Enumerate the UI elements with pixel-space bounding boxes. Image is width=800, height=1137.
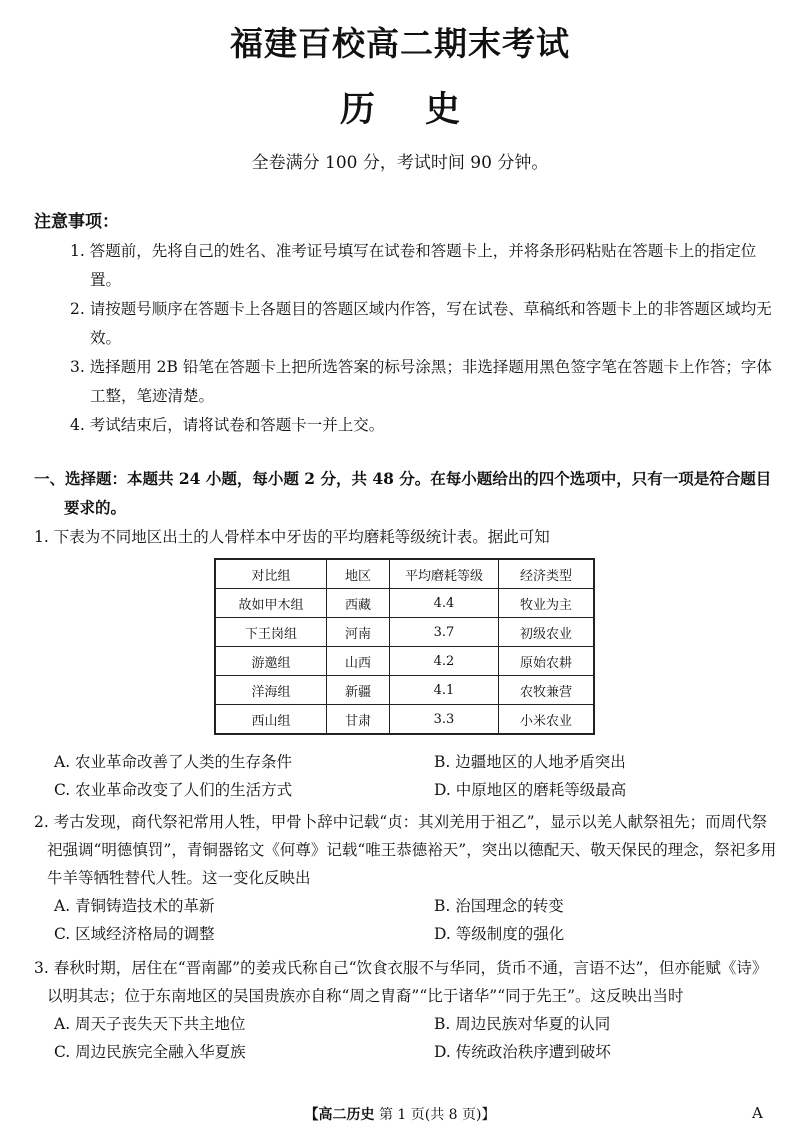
page-footer <box>0 1104 800 1124</box>
table-cell: 3.3 <box>390 705 499 735</box>
option-b: B. 边疆地区的人地矛盾突出 <box>434 753 626 771</box>
table-cell: 河南 <box>327 618 390 647</box>
table-row <box>215 705 594 735</box>
table-cell: 洋海组 <box>215 676 327 705</box>
question-stem: 2. 考古发现，商代祭祀常用人牲，甲骨卜辞中记载“贞：其刈羌用于祖乙”，显示以羌人献祭祖先；而周代祭祀强调“明德慎罚”，青铜器铭文《何尊》记载“唯王恭德裕天”，突出以德配天、敬天保民的理念，祭祀多用牛羊等牺牲替代人牲。这一变化反映出 <box>34 813 777 887</box>
footer-page-number: 第 1 页(共 8 页)】 <box>378 1107 496 1123</box>
table-header-cell: 对比组 <box>215 559 327 589</box>
table-row <box>215 676 594 705</box>
table-cell: 下王岗组 <box>215 618 327 647</box>
table-cell: 故如甲木组 <box>215 589 327 618</box>
question-1-options <box>34 748 780 804</box>
option-a: A. 农业革命改善了人类的生存条件 <box>54 753 293 771</box>
paper-version: A <box>752 1104 763 1122</box>
question-1-stem-block <box>34 523 780 551</box>
footer-label: 【高二历史 <box>304 1107 375 1123</box>
table-cell: 4.2 <box>390 647 499 676</box>
table-cell: 农牧兼营 <box>499 676 595 705</box>
table-cell: 牧业为主 <box>499 589 595 618</box>
question-2 <box>34 808 780 948</box>
table-cell: 小米农业 <box>499 705 595 735</box>
table-header-cell: 经济类型 <box>499 559 595 589</box>
notice-item: 4. 考试结束后，请将试卷和答题卡一并上交。 <box>70 416 385 434</box>
notice-item: 2. 请按题号顺序在答题卡上各题目的答题区域内作答，写在试卷、草稿纸和答题卡上的非答题区域均无效。 <box>70 300 772 347</box>
exam-info: 全卷满分 100 分，考试时间 90 分钟。 <box>251 153 549 173</box>
table-cell: 原始农耕 <box>499 647 595 676</box>
notice-item: 1. 答题前，先将自己的姓名、准考证号填写在试卷和答题卡上，并将条形码粘贴在答题卡上的指定位置。 <box>70 242 757 289</box>
question-3 <box>34 954 780 1066</box>
table-header-row <box>215 559 594 589</box>
table-row <box>215 647 594 676</box>
table-row <box>215 618 594 647</box>
table-cell: 初级农业 <box>499 618 595 647</box>
table-cell: 西藏 <box>327 589 390 618</box>
option-b: B. 周边民族对华夏的认同 <box>434 1015 611 1033</box>
option-c: C. 周边民族完全融入华夏族 <box>54 1043 246 1061</box>
table-header-cell: 地区 <box>327 559 390 589</box>
table-cell: 西山组 <box>215 705 327 735</box>
table-cell: 游邀组 <box>215 647 327 676</box>
notice-list <box>70 237 782 440</box>
notice-item: 3. 选择题用 2B 铅笔在答题卡上把所选答案的标号涂黑；非选择题用黑色签字笔在答题卡上作答；字体工整，笔迹清楚。 <box>70 358 772 405</box>
table-cell: 甘肃 <box>327 705 390 735</box>
question-stem: 1. 下表为不同地区出土的人骨样本中牙齿的平均磨耗等级统计表。据此可知 <box>34 528 550 546</box>
section-heading: 一、选择题：本题共 24 小题，每小题 2 分，共 48 分。在每小题给出的四个选项中，只有一项是符合题目要求的。 <box>34 469 772 517</box>
subject-title: 历史 <box>339 89 510 130</box>
question-stem: 3. 春秋时期，居住在“晋南鄙”的姜戎氏称自己“饮食衣服不与华同，货币不通，言语不达”，但亦能赋《诗》以明其志；位于东南地区的吴国贵族亦自称“周之胄裔”“比于诸华”“同于先王”。这反映出当时 <box>34 959 768 1005</box>
table-header-cell: 平均磨耗等级 <box>390 559 499 589</box>
option-c: C. 农业革命改变了人们的生活方式 <box>54 781 293 799</box>
option-a: A. 周天子丧失天下共主地位 <box>54 1015 246 1033</box>
table-cell: 山西 <box>327 647 390 676</box>
notice-title: 注意事项： <box>34 212 119 232</box>
option-d: D. 等级制度的强化 <box>434 925 565 943</box>
table-cell: 3.7 <box>390 618 499 647</box>
exam-title: 福建百校高二期末考试 <box>230 24 570 63</box>
option-d: D. 中原地区的磨耗等级最高 <box>434 781 627 799</box>
table-cell: 4.4 <box>390 589 499 618</box>
option-d: D. 传统政治秩序遭到破坏 <box>434 1043 611 1061</box>
table-row <box>215 589 594 618</box>
table-cell: 4.1 <box>390 676 499 705</box>
option-b: B. 治国理念的转变 <box>434 897 564 915</box>
option-c: C. 区域经济格局的调整 <box>54 925 215 943</box>
wear-level-table <box>214 558 595 735</box>
table-cell: 新疆 <box>327 676 390 705</box>
option-a: A. 青铜铸造技术的革新 <box>54 897 215 915</box>
